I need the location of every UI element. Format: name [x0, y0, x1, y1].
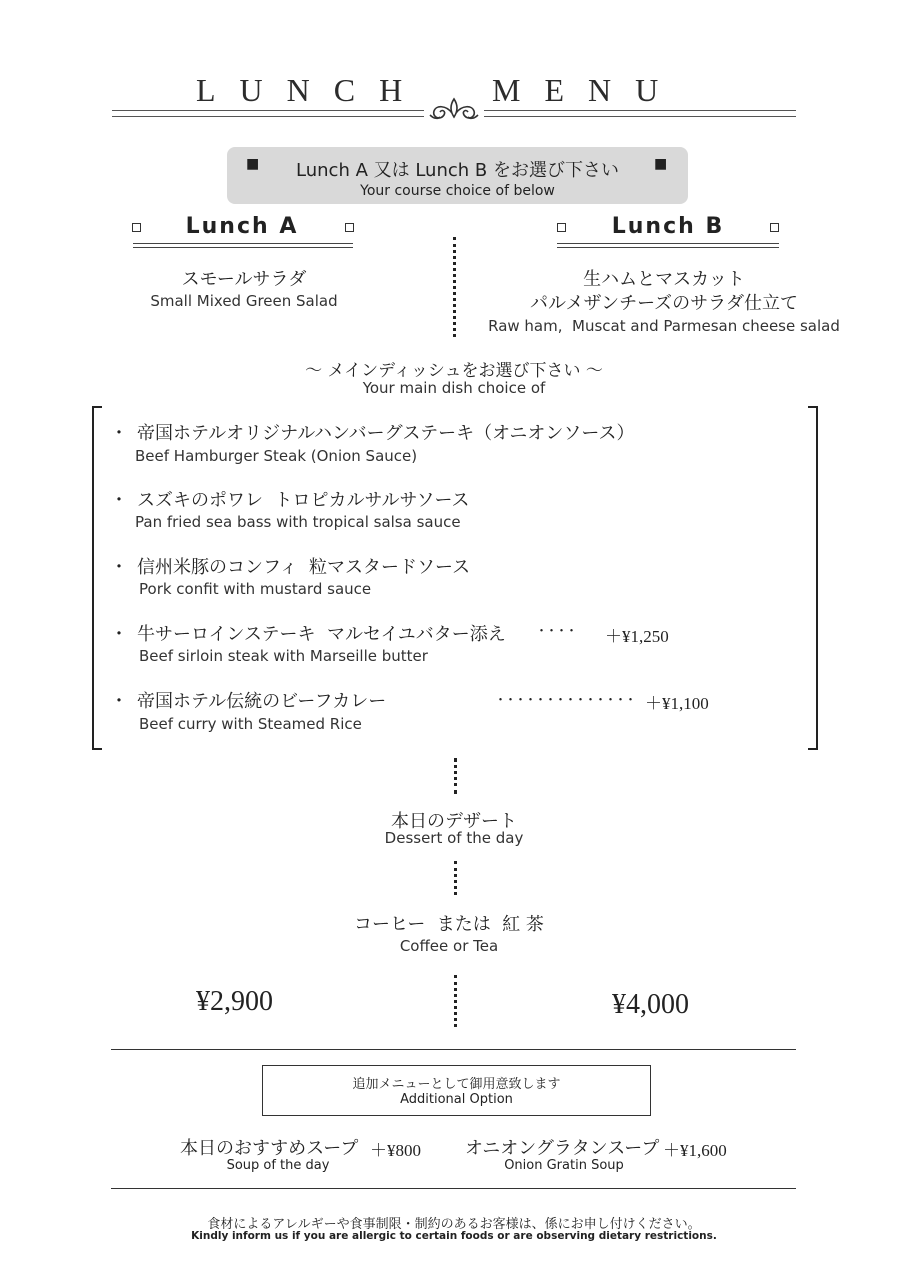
main-item-price: ＋¥1,250 [605, 627, 669, 646]
menu-title-menu: MENU [492, 72, 683, 108]
lunch-a-dish-jp: スモールサラダ [181, 269, 307, 290]
divider-dots [454, 861, 457, 895]
section-divider [111, 1049, 796, 1050]
divider-dots [454, 975, 457, 1027]
main-heading-en: Your main dish choice of [362, 379, 546, 397]
additional-jp: 追加メニューとして御用意致します [352, 1077, 561, 1092]
lunch-b-dish-en: Raw ham, Muscat and Parmesan cheese salad [488, 317, 840, 335]
lunch-a-title: Lunch A [185, 214, 299, 239]
drink-en: Coffee or Tea [399, 937, 499, 955]
square-icon [557, 223, 566, 232]
main-item-jp: スズキのポワレ トロピカルサルサソース [137, 490, 470, 511]
lunch-b-price: ¥4,000 [612, 989, 689, 1020]
ornament-icon [426, 95, 482, 125]
lunch-b-dish-jp-2: パルメザンチーズのサラダ仕立て [529, 293, 799, 314]
bullet: ・ [110, 624, 128, 645]
soup1-price: ＋¥800 [370, 1141, 421, 1160]
soup2-jp: オニオングラタンスープ [465, 1138, 660, 1159]
main-heading-jp: ～ メインディッシュをお選び下さい ～ [305, 361, 603, 381]
additional-en: Additional Option [400, 1092, 513, 1107]
divider-dots [454, 758, 457, 794]
bullet: ・ [110, 557, 128, 578]
allergy-note-jp: 食材によるアレルギーや食事制限・制約のあるお客様は、係にお申し付けください。 [207, 1217, 701, 1232]
lunch-a-underline [133, 243, 353, 248]
main-item-jp: 帝国ホテル伝統のビーフカレー [137, 691, 387, 712]
header-rule-left [112, 110, 424, 117]
main-item-en: Beef sirloin steak with Marseille butter [139, 647, 428, 665]
bullet: ・ [110, 490, 128, 511]
header-rule-right [484, 110, 796, 117]
menu-title-lunch: LUNCH [196, 72, 427, 108]
course-choice-jp: Lunch A 又は Lunch B をお選び下さい [296, 160, 619, 181]
soup2-en: Onion Gratin Soup [504, 1158, 624, 1173]
main-item-jp: 帝国ホテルオリジナルハンバーグステーキ（オニオンソース） [137, 423, 635, 444]
main-item-jp: 信州米豚のコンフィ 粒マスタードソース [137, 557, 471, 578]
price-leader: ・・・・・・・・・・・・・・ [494, 693, 635, 708]
main-item-en: Pan fried sea bass with tropical salsa sauce [135, 513, 461, 531]
lunch-b-underline [557, 243, 779, 248]
lunch-b-title: Lunch B [611, 214, 725, 239]
dessert-jp: 本日のデザート [391, 811, 517, 832]
lunch-b-dish-jp-1: 生ハムとマスカット [583, 269, 745, 290]
marker-right: ■ [654, 156, 668, 172]
bullet: ・ [110, 423, 128, 444]
soup1-jp: 本日のおすすめスープ [180, 1138, 359, 1159]
course-choice-en: Your course choice of below [360, 183, 555, 199]
square-icon [345, 223, 354, 232]
marker-left: ■ [246, 156, 260, 172]
allergy-note-en: Kindly inform us if you are allergic to certain foods or are observing dietary restrictions. [191, 1230, 717, 1242]
section-divider [111, 1188, 796, 1189]
bracket-left [92, 406, 102, 750]
price-leader: ・・・・ [535, 624, 576, 639]
main-item-en: Beef Hamburger Steak (Onion Sauce) [135, 447, 418, 465]
lunch-a-dish-en: Small Mixed Green Salad [150, 292, 338, 310]
lunch-a-price: ¥2,900 [196, 986, 273, 1017]
bullet: ・ [110, 691, 128, 712]
main-item-en: Pork confit with mustard sauce [139, 580, 372, 598]
soup2-price: ＋¥1,600 [663, 1141, 727, 1160]
main-item-en: Beef curry with Steamed Rice [139, 715, 362, 733]
square-icon [770, 223, 779, 232]
main-item-price: ＋¥1,100 [645, 694, 709, 713]
soup1-en: Soup of the day [226, 1158, 330, 1173]
dessert-en: Dessert of the day [384, 829, 524, 847]
bracket-right [808, 406, 818, 750]
divider-dots [453, 237, 456, 337]
drink-jp: コーヒー または 紅 茶 [354, 914, 544, 935]
main-item-jp: 牛サーロインステーキ マルセイユバター添え [137, 624, 506, 645]
